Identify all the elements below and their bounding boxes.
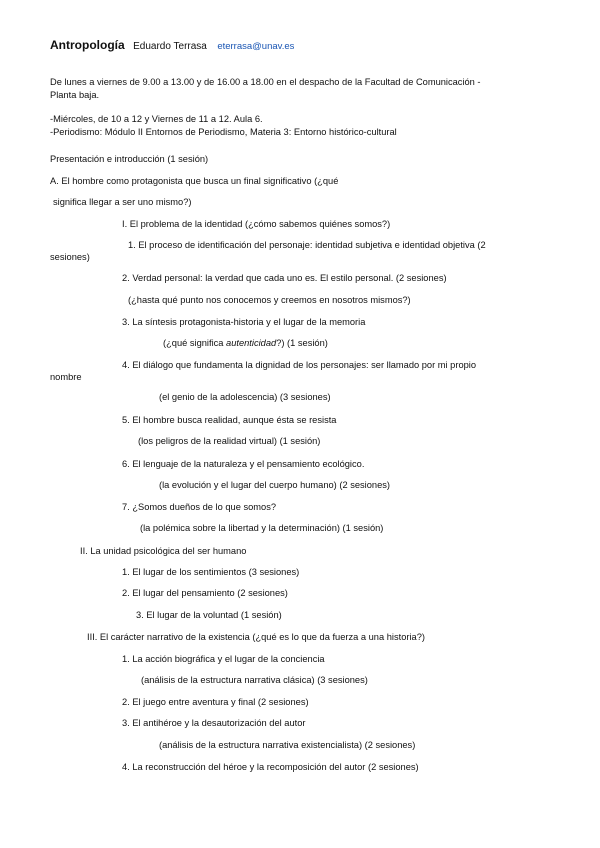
sec1-item6: 6. El lenguaje de la naturaleza y el pensamiento ecológico.	[122, 459, 365, 469]
sec1-item1-line-1: 1. El proceso de identificación del personaje: identidad subjetiva e identidad objetiva (2	[128, 240, 486, 250]
course-title: Antropología	[50, 38, 125, 52]
sec1-item3-sub-post: ?) (1 sesión)	[276, 338, 328, 348]
schedule-line-2: Planta baja.	[50, 90, 100, 100]
sec2-item3: 3. El lugar de la voluntad (1 sesión)	[136, 610, 282, 620]
sec1-item3: 3. La síntesis protagonista-historia y el lugar de la memoria	[122, 317, 366, 327]
section-2-title: II. La unidad psicológica del ser humano	[80, 546, 247, 556]
sec3-item3: 3. El antihéroe y la desautorización del autor	[122, 718, 306, 728]
sec1-item3-sub	[163, 338, 328, 349]
sec1-item3-sub-pre: (¿qué significa	[163, 338, 227, 348]
schedule-line-1: De lunes a viernes de 9.00 a 13.00 y de 16.00 a 18.00 en el despacho de la Facultad de Comunicación -	[50, 77, 481, 87]
sec1-item1-line-2: sesiones)	[50, 252, 90, 262]
sec3-item1: 1. La acción biográfica y el lugar de la conciencia	[122, 654, 325, 664]
sec1-item5: 5. El hombre busca realidad, aunque ésta se resista	[122, 415, 337, 425]
email-link[interactable]: eterrasa@unav.es	[217, 41, 295, 52]
sec1-item2-sub: (¿hasta qué punto nos conocemos y creemos en nosotros mismos?)	[128, 295, 411, 305]
sec1-item2: 2. Verdad personal: la verdad que cada uno es. El estilo personal. (2 sesiones)	[122, 273, 447, 283]
part-a-line-2: significa llegar a ser uno mismo?)	[53, 197, 192, 207]
classes-line-1: -Miércoles, de 10 a 12 y Viernes de 11 a 12. Aula 6.	[50, 114, 263, 124]
intro-line: Presentación e introducción (1 sesión)	[50, 154, 209, 164]
sec2-item2: 2. El lugar del pensamiento (2 sesiones)	[122, 588, 288, 598]
sec3-item3-sub: (análisis de la estructura narrativa existencialista) (2 sesiones)	[159, 740, 416, 750]
sec2-item1: 1. El lugar de los sentimientos (3 sesiones)	[122, 567, 300, 577]
section-1-title: I. El problema de la identidad (¿cómo sabemos quiénes somos?)	[122, 219, 391, 229]
sec1-item4-sub: (el genio de la adolescencia) (3 sesiones)	[159, 392, 331, 402]
sec1-item6-sub: (la evolución y el lugar del cuerpo humano) (2 sesiones)	[159, 480, 390, 490]
sec3-item4: 4. La reconstrucción del héroe y la recomposición del autor (2 sesiones)	[122, 762, 419, 772]
document-header	[50, 36, 294, 54]
part-a-line-1: A. El hombre como protagonista que busca un final significativo (¿qué	[50, 176, 339, 186]
sec3-item1-sub: (análisis de la estructura narrativa clásica) (3 sesiones)	[141, 675, 368, 685]
sec1-item4-line-1: 4. El diálogo que fundamenta la dignidad de los personajes: ser llamado por mi propio	[122, 360, 477, 370]
sec1-item7-sub: (la polémica sobre la libertad y la determinación) (1 sesión)	[140, 523, 384, 533]
classes-line-2: -Periodismo: Módulo II Entornos de Periodismo, Materia 3: Entorno histórico-cultural	[50, 127, 397, 137]
sec3-item2: 2. El juego entre aventura y final (2 sesiones)	[122, 697, 309, 707]
sec1-item4-line-2: nombre	[50, 372, 82, 382]
sec1-item3-sub-em: autenticidad	[226, 338, 277, 348]
section-3-title: III. El carácter narrativo de la existencia (¿qué es lo que da fuerza a una historia?)	[87, 632, 425, 642]
author-name: Eduardo Terrasa	[133, 41, 207, 52]
sec1-item7: 7. ¿Somos dueños de lo que somos?	[122, 502, 277, 512]
sec1-item5-sub: (los peligros de la realidad virtual) (1 sesión)	[138, 436, 321, 446]
